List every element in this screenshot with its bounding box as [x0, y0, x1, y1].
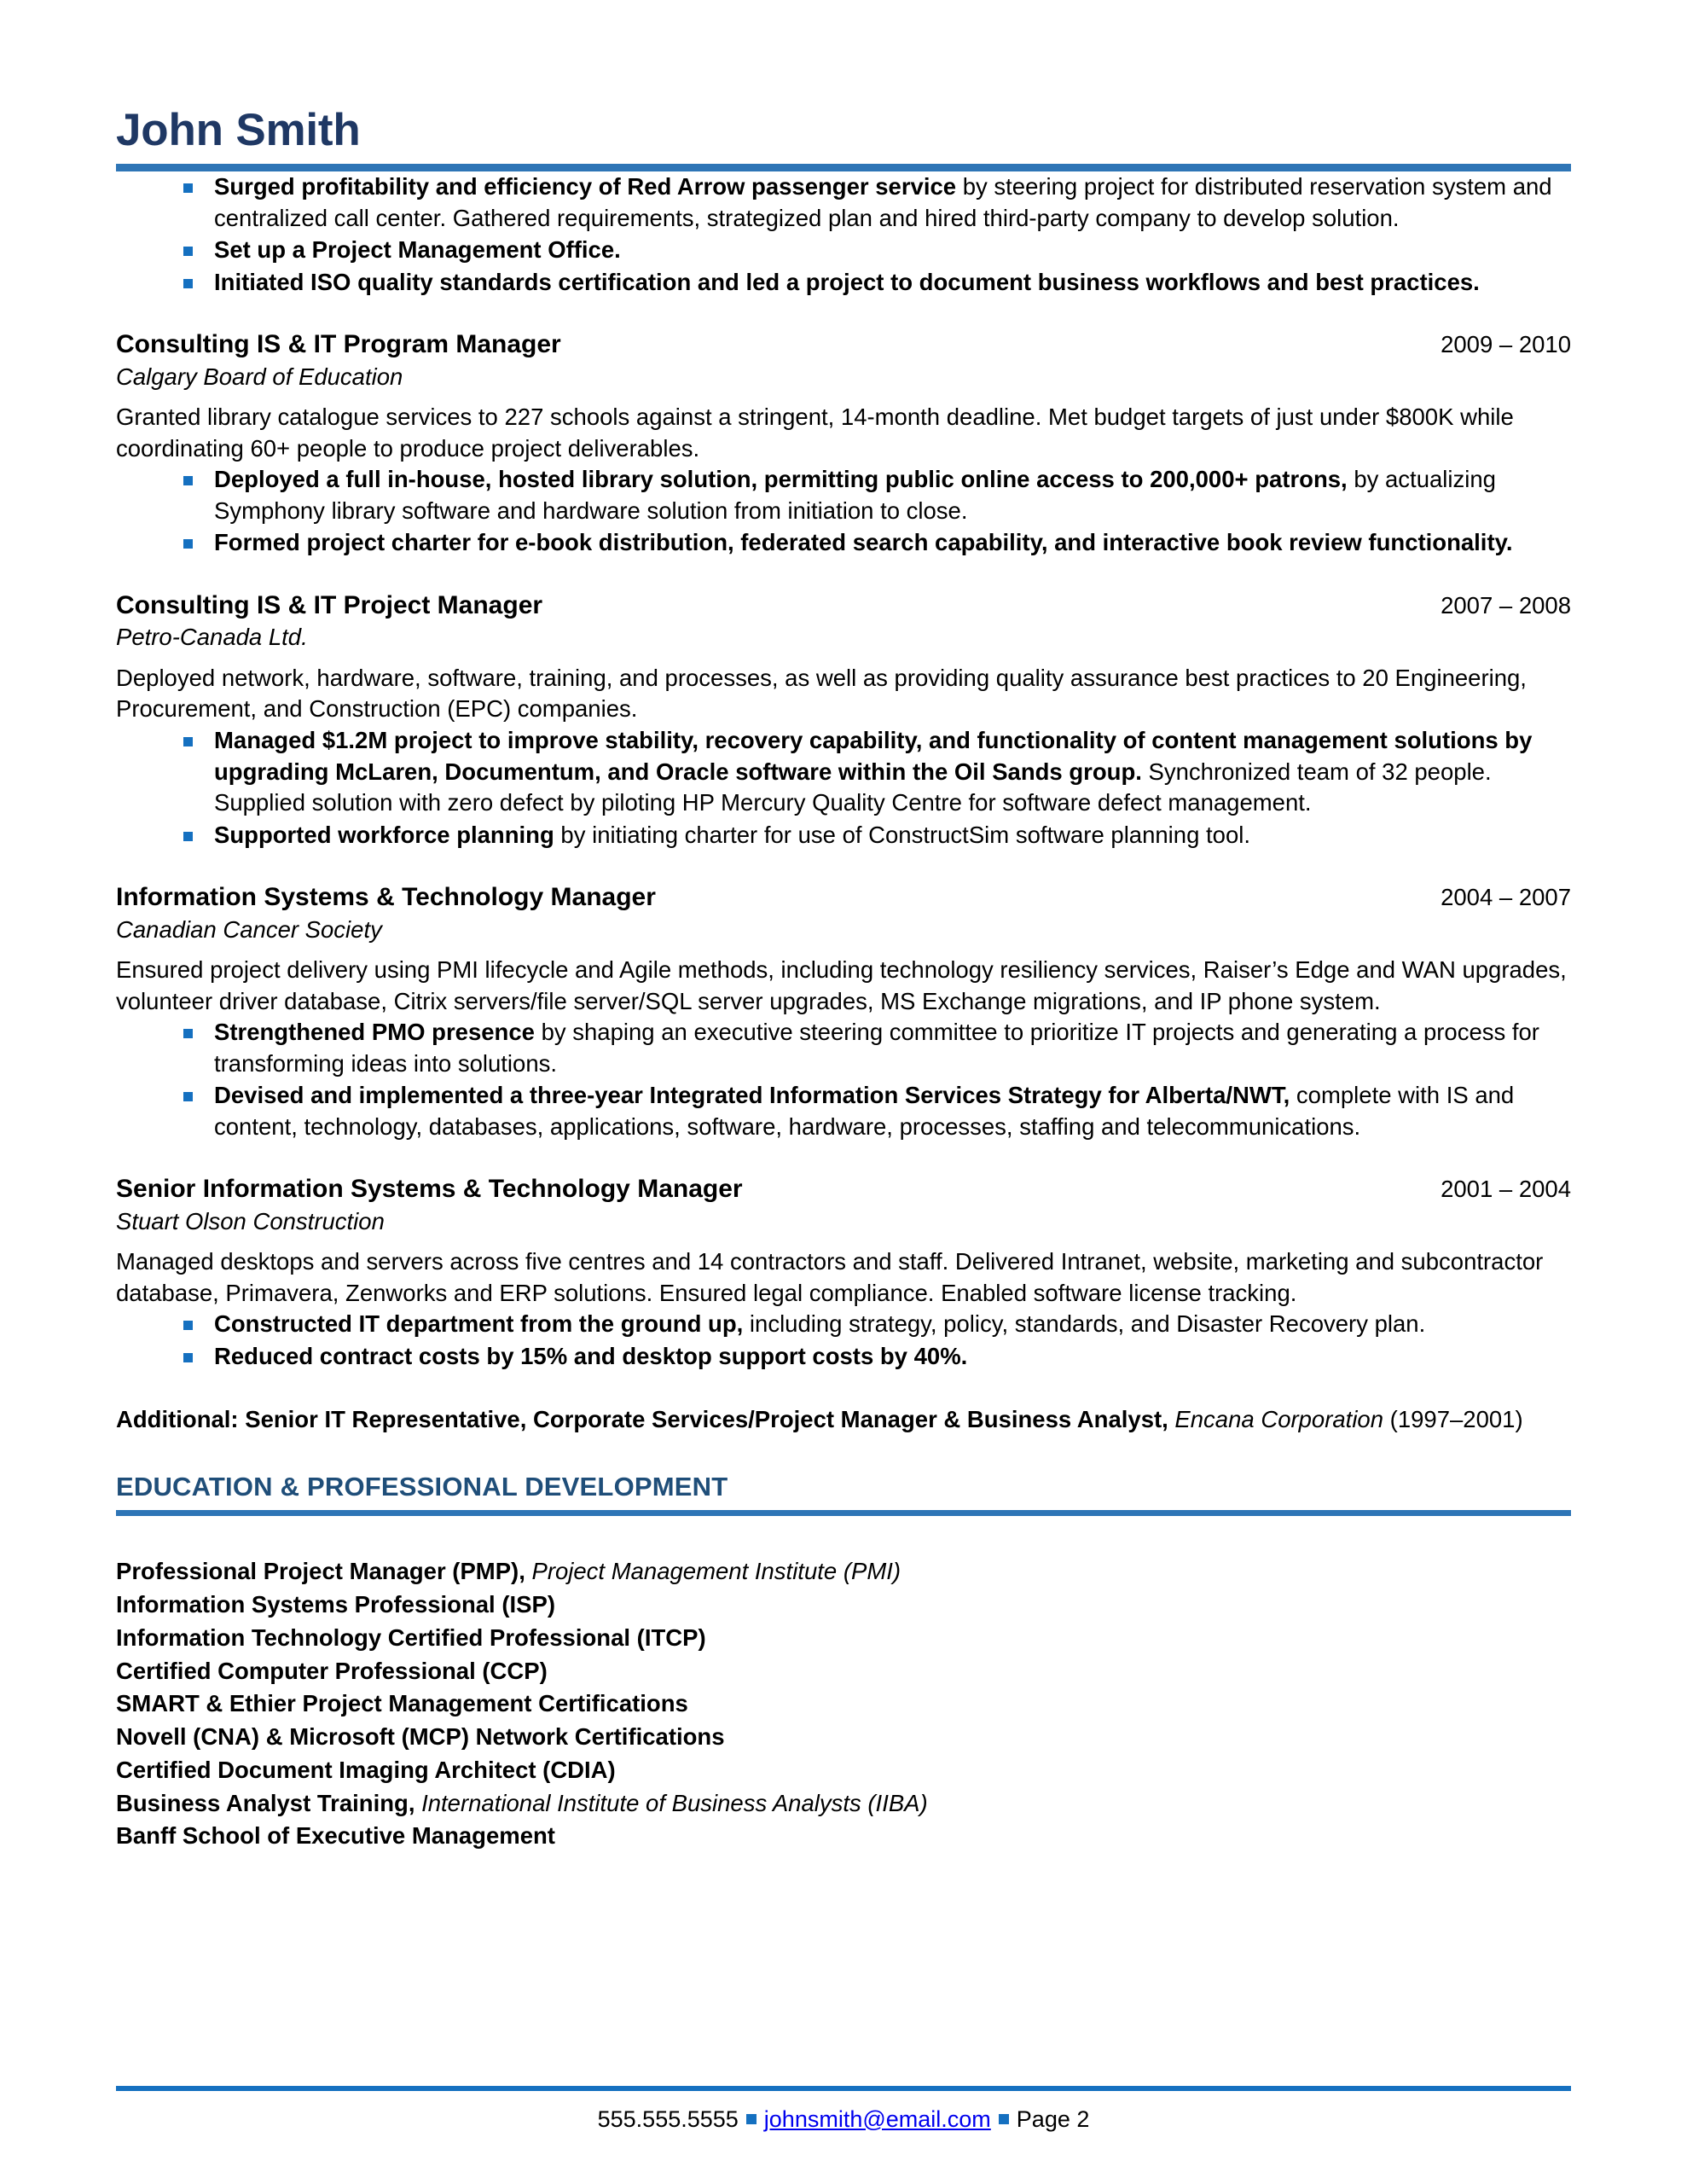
job-bullet-list	[116, 1309, 1571, 1372]
job-dates: 2009 – 2010	[1441, 331, 1571, 358]
education-credential: Professional Project Manager (PMP),	[116, 1558, 525, 1585]
bullet-square-icon	[183, 183, 193, 193]
bullet-square-icon	[183, 247, 193, 256]
job-dates: 2007 – 2008	[1441, 591, 1571, 619]
bullet-square-icon	[183, 832, 193, 841]
job-company: Calgary Board of Education	[116, 363, 403, 390]
experience-entry	[116, 590, 1571, 851]
education-divider	[116, 1510, 1571, 1516]
bullet-item	[116, 464, 1571, 526]
bullet-item	[116, 1017, 1571, 1079]
additional-experience-line	[116, 1404, 1571, 1436]
bullet-highlight: Managed $1.2M project to improve stability, recovery capability, and functionality of content management solutions by upgrading McLaren, Documentum, and Oracle software within the Oil Sands group.	[214, 726, 1533, 785]
additional-label: Additional: Senior IT Representative, Corporate Services/Project Manager & Business Analyst,	[116, 1405, 1168, 1432]
education-item-list	[116, 1555, 1571, 1853]
lead-bullet-list	[116, 171, 1571, 298]
job-title: Consulting IS & IT Project Manager	[116, 590, 543, 619]
bullet-highlight: Initiated ISO quality standards certification and led a project to document business workflows and best practices.	[214, 268, 1480, 295]
footer-contact	[116, 2106, 1571, 2133]
page-footer	[116, 2086, 1571, 2133]
job-summary: Deployed network, hardware, software, training, and processes, as well as providing quality assurance best practices to 20 Engineering, Procurement, and Construction (EPC) companies.	[116, 664, 1527, 723]
additional-company: Encana Corporation	[1168, 1405, 1384, 1432]
footer-phone: 555.555.5555	[597, 2106, 739, 2132]
bullet-square-icon	[183, 279, 193, 288]
page-title: John Smith	[116, 105, 361, 155]
job-title: Consulting IS & IT Program Manager	[116, 330, 561, 359]
experience-header	[116, 1173, 1571, 1205]
bullet-detail: by steering project for distributed reservation system and centralized call center. Gathered requirements, strategized plan and hired third-party company to develop solution.	[214, 173, 1552, 231]
bullet-highlight: Constructed IT department from the ground up,	[214, 1310, 744, 1338]
bullet-detail: by shaping an executive steering committee to prioritize IT projects and generating a process for transforming ideas into solutions.	[214, 1019, 1539, 1077]
job-title: Senior Information Systems & Technology Manager	[116, 1175, 743, 1204]
education-institution: International Institute of Business Analysts (IIBA)	[415, 1789, 928, 1816]
footer-divider	[116, 2086, 1571, 2091]
education-credential: Business Analyst Training,	[116, 1789, 415, 1816]
education-credential: Certified Computer Professional (CCP)	[116, 1657, 548, 1684]
footer-separator-icon	[999, 2114, 1009, 2124]
bullet-square-icon	[183, 1092, 193, 1101]
bullet-detail: Synchronized team of 32 people. Supplied solution with zero defect by piloting HP Mercury Quality Centre for software defect management.	[214, 758, 1492, 816]
education-section	[116, 1472, 1571, 1516]
bullet-square-icon	[183, 476, 193, 485]
education-item	[116, 1622, 1571, 1655]
education-item	[116, 1555, 1571, 1589]
bullet-detail: by actualizing Symphony library software and hardware solution from initiation to close.	[214, 466, 1496, 524]
education-item	[116, 1687, 1571, 1721]
education-item	[116, 1754, 1571, 1787]
bullet-item	[116, 171, 1571, 234]
footer-separator-icon	[746, 2114, 757, 2124]
job-bullet-list	[116, 725, 1571, 851]
bullet-highlight: Surged profitability and efficiency of Red Arrow passenger service	[214, 173, 957, 200]
bullet-detail: including strategy, policy, standards, and Disaster Recovery plan.	[743, 1310, 1426, 1338]
job-bullet-list	[116, 1017, 1571, 1142]
bullet-square-icon	[183, 1029, 193, 1038]
education-credential: Banff School of Executive Management	[116, 1822, 555, 1850]
education-credential: SMART & Ethier Project Management Certifications	[116, 1690, 688, 1717]
experience-header	[116, 328, 1571, 361]
job-dates: 2001 – 2004	[1441, 1176, 1571, 1203]
experience-header	[116, 590, 1571, 622]
bullet-square-icon	[183, 1321, 193, 1330]
education-item	[116, 1655, 1571, 1688]
experience-entry	[116, 328, 1571, 559]
job-company: Stuart Olson Construction	[116, 1207, 385, 1234]
education-item	[116, 1787, 1571, 1821]
resume-header	[116, 0, 1571, 171]
bullet-highlight: Formed project charter for e-book distribution, federated search capability, and interactive book review functionality.	[214, 529, 1513, 556]
experience-entry	[116, 881, 1571, 1142]
experience-header	[116, 881, 1571, 914]
education-item	[116, 1589, 1571, 1622]
bullet-square-icon	[183, 539, 193, 549]
job-company: Canadian Cancer Society	[116, 915, 382, 943]
bullet-highlight: Deployed a full in-house, hosted library solution, permitting public online access to 200,000+ patrons,	[214, 466, 1348, 493]
bullet-highlight: Supported workforce planning	[214, 821, 554, 848]
footer-email-link[interactable]: johnsmith@email.com	[763, 2106, 991, 2132]
bullet-item	[116, 725, 1571, 819]
job-bullet-list	[116, 464, 1571, 559]
experience-list	[116, 328, 1571, 1372]
bullet-item	[116, 235, 1571, 266]
bullet-detail: complete with IS and content, technology, databases, applications, software, hardware, processes, staffing and telecommunications.	[214, 1082, 1515, 1140]
bullet-item	[116, 820, 1571, 851]
experience-entry	[116, 1173, 1571, 1372]
bullet-item	[116, 527, 1571, 559]
footer-page-number: Page 2	[1016, 2106, 1090, 2132]
job-summary: Ensured project delivery using PMI lifecycle and Agile methods, including technology resiliency services, Raiser’s Edge and WAN upgrades, volunteer driver database, Citrix servers/file server/SQL server upgrades, MS Exchange migrations, and IP phone system.	[116, 956, 1567, 1014]
header-divider	[116, 164, 1571, 171]
job-company: Petro-Canada Ltd.	[116, 624, 308, 651]
job-title: Information Systems & Technology Manager	[116, 883, 656, 912]
bullet-item	[116, 1080, 1571, 1142]
bullet-square-icon	[183, 737, 193, 746]
education-item	[116, 1721, 1571, 1754]
bullet-item	[116, 1309, 1571, 1340]
bullet-detail: by initiating charter for use of ConstructSim software planning tool.	[554, 821, 1250, 848]
education-credential: Information Technology Certified Professional (ITCP)	[116, 1623, 706, 1651]
bullet-highlight: Strengthened PMO presence	[214, 1019, 535, 1046]
education-credential: Information Systems Professional (ISP)	[116, 1590, 555, 1618]
additional-years: (1997–2001)	[1383, 1405, 1523, 1432]
education-item	[116, 1820, 1571, 1853]
job-summary: Granted library catalogue services to 227 schools against a stringent, 14-month deadline. Met budget targets of just under $800K while coordinating 60+ people to produce project deliverables.	[116, 404, 1514, 462]
bullet-highlight: Devised and implemented a three-year Integrated Information Services Strategy for Alberta/NWT,	[214, 1082, 1290, 1109]
bullet-highlight: Set up a Project Management Office.	[214, 236, 621, 264]
education-credential: Novell (CNA) & Microsoft (MCP) Network Certifications	[116, 1723, 725, 1751]
education-section-title: EDUCATION & PROFESSIONAL DEVELOPMENT	[116, 1472, 728, 1502]
bullet-item	[116, 267, 1571, 299]
education-institution: Project Management Institute (PMI)	[525, 1558, 901, 1585]
job-summary: Managed desktops and servers across five centres and 14 contractors and staff. Delivered Intranet, website, marketing and subcontractor database, Primavera, Zenworks and ERP solutions. Ensured legal compliance. Enabled software license tracking.	[116, 1248, 1544, 1306]
job-dates: 2004 – 2007	[1441, 884, 1571, 911]
bullet-square-icon	[183, 1353, 193, 1362]
bullet-highlight: Reduced contract costs by 15% and desktop support costs by 40%.	[214, 1343, 968, 1369]
bullet-item	[116, 1341, 1571, 1373]
education-credential: Certified Document Imaging Architect (CDIA)	[116, 1756, 616, 1783]
